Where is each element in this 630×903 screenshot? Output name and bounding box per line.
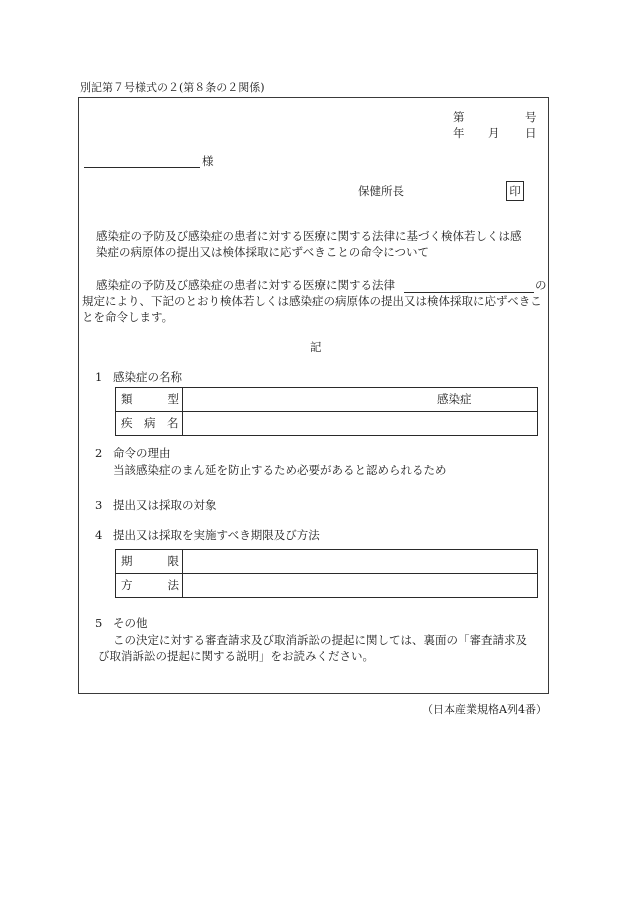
table-row <box>116 573 537 597</box>
date-day-label: 日 <box>525 126 537 140</box>
table-row <box>116 550 537 573</box>
table-label-disease-name: 疾 病 名 <box>116 412 183 435</box>
item-title: 感染症の名称 <box>113 370 182 384</box>
ki-heading: 記 <box>310 340 322 354</box>
doc-number-prefix: 第 <box>453 110 465 124</box>
item-text-line: この決定に対する審査請求及び取消訴訟の提起に関しては、裏面の「審査請求及 <box>113 633 527 647</box>
table-value-deadline <box>183 550 537 573</box>
date-month-label: 月 <box>488 126 500 140</box>
table-value-disease-name <box>183 412 537 435</box>
item-title: 提出又は採取の対象 <box>113 498 217 512</box>
deadline-method-table <box>115 549 538 598</box>
form-label: 別記第７号様式の２(第８条の２関係) <box>80 81 265 94</box>
body-law-prefix: 感染症の予防及び感染症の患者に対する医療に関する法律 <box>96 278 395 292</box>
item-number: 1 <box>95 370 103 384</box>
subject-line: 染症の病原体の提出又は検体採取に応ずべきことの命令について <box>96 245 430 259</box>
form-frame <box>78 97 549 694</box>
doc-number-suffix: 号 <box>525 110 537 124</box>
item-text: 当該感染症のまん延を防止するため必要があると認められるため <box>113 463 447 477</box>
body-law-suffix: の <box>535 278 547 292</box>
table-row <box>116 388 537 411</box>
law-article-blank-line <box>404 292 534 293</box>
seal-mark: 印 <box>509 184 521 198</box>
table-label-method: 方 法 <box>116 574 183 597</box>
item-number: 5 <box>95 616 103 630</box>
item-title: その他 <box>113 616 148 630</box>
subject-line: 感染症の予防及び感染症の患者に対する医療に関する法律に基づく検体若しくは感 <box>96 229 522 243</box>
item-number: 2 <box>95 446 103 460</box>
item-number: 3 <box>95 498 103 512</box>
table-value-type: 感染症 <box>437 392 472 406</box>
date-year-label: 年 <box>453 126 465 140</box>
paper-size-note: （日本産業規格A列4番） <box>422 703 547 716</box>
item-title: 提出又は採取を実施すべき期限及び方法 <box>113 528 320 542</box>
body-line: 規定により、下記のとおり検体若しくは感染症の病原体の提出又は検体採取に応ずべきこ <box>82 294 542 308</box>
disease-name-table <box>115 387 538 436</box>
table-label-deadline: 期 限 <box>116 550 183 573</box>
table-value-method <box>183 574 537 597</box>
recipient-name-line <box>84 167 200 168</box>
item-text-line: び取消訴訟の提起に関する説明」をお読みください。 <box>98 649 374 663</box>
item-number: 4 <box>95 528 103 542</box>
seal-box <box>506 181 524 201</box>
body-line: とを命令します。 <box>82 310 174 324</box>
item-title: 命令の理由 <box>113 446 171 460</box>
issuer-title: 保健所長 <box>358 184 404 198</box>
table-row <box>116 411 537 435</box>
recipient-honorific: 様 <box>202 154 214 168</box>
table-label-type: 類 型 <box>116 388 183 411</box>
